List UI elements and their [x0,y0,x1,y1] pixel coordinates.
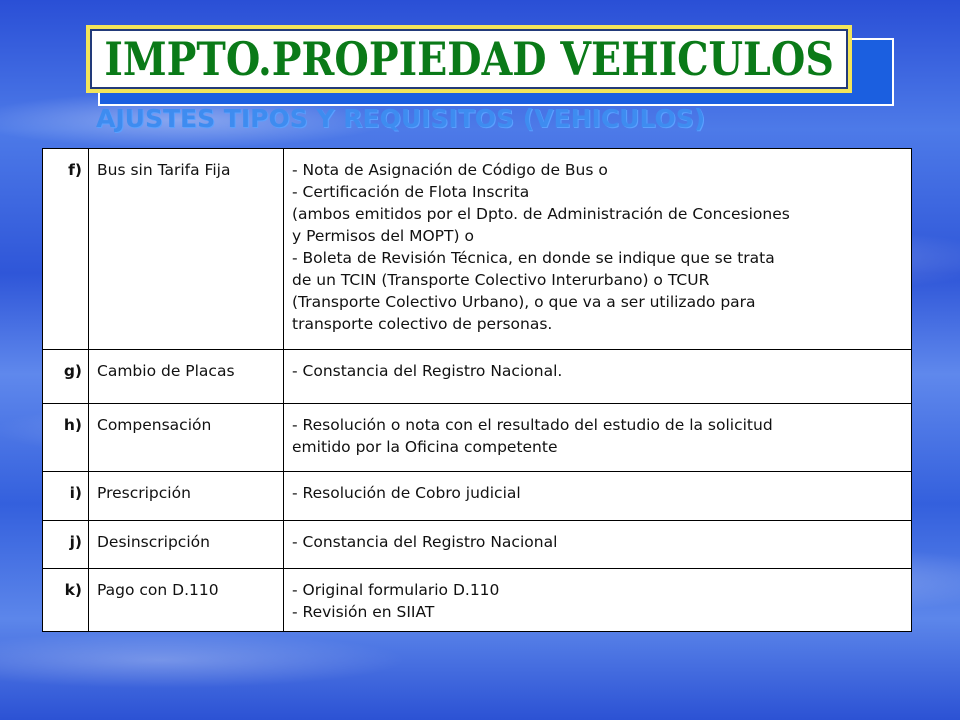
requirement-line: - Revisión en SIIAT [292,603,435,621]
row-type: Compensación [89,404,284,472]
requirement-line: (Transporte Colectivo Urbano), o que va a ser utilizado para [292,293,756,311]
table-row [43,350,912,404]
requirement-line: - Nota de Asignación de Código de Bus o [292,161,608,179]
row-type: Pago con D.110 [89,569,284,632]
table-row [43,472,912,521]
row-type: Prescripción [89,472,284,521]
row-type: Bus sin Tarifa Fija [89,149,284,350]
row-type: Cambio de Placas [89,350,284,404]
row-code: g) [43,350,89,404]
requirement-line: - Resolución de Cobro judicial [292,484,521,502]
row-code: k) [43,569,89,632]
requirement-line: - Certificación de Flota Inscrita [292,183,530,201]
table-row [43,149,912,350]
requirement-line: y Permisos del MOPT) o [292,227,474,245]
table-row [43,521,912,569]
row-code: f) [43,149,89,350]
row-requirements [284,569,912,632]
row-code: i) [43,472,89,521]
row-requirements [284,350,912,404]
requirements-table-body [43,149,912,632]
requirement-line: - Constancia del Registro Nacional. [292,362,563,380]
requirement-line: transporte colectivo de personas. [292,315,553,333]
requirement-line: - Original formulario D.110 [292,581,500,599]
row-requirements [284,472,912,521]
page-title: IMPTO.PROPIEDAD VEHICULOS [104,32,834,86]
requirement-line: - Boleta de Revisión Técnica, en donde se indique que se trata [292,249,775,267]
row-requirements [284,149,912,350]
title-box [86,25,852,93]
row-type: Desinscripción [89,521,284,569]
requirement-line: - Resolución o nota con el resultado del estudio de la solicitud [292,416,773,434]
requirements-table [42,148,912,632]
requirement-line: (ambos emitidos por el Dpto. de Administración de Concesiones [292,205,790,223]
table-row [43,569,912,632]
row-requirements [284,521,912,569]
row-code: h) [43,404,89,472]
row-code: j) [43,521,89,569]
requirement-line: - Constancia del Registro Nacional [292,533,558,551]
requirement-line: emitido por la Oficina competente [292,438,558,456]
table-row [43,404,912,472]
row-requirements [284,404,912,472]
page-subtitle: AJUSTES TIPOS Y REQUISITOS (VEHICULOS) [96,104,706,133]
requirement-line: de un TCIN (Transporte Colectivo Interurbano) o TCUR [292,271,710,289]
